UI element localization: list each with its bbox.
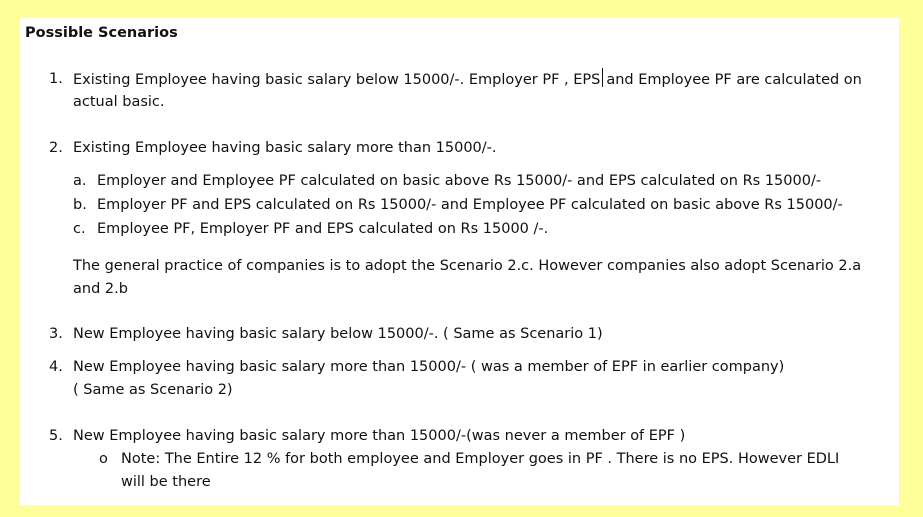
list-number: 5. (49, 428, 63, 444)
list-item-text: New Employee having basic salary below 15000/-. ( Same as Scenario 1) (73, 326, 603, 342)
bullet-marker: o (99, 451, 108, 467)
note-text: The general practice of companies is to adopt the Scenario 2.c. However companies also adopt Scenario 2.a (73, 258, 862, 274)
list-item-text: New Employee having basic salary more than 15000/- ( was a member of EPF in earlier company) (73, 359, 785, 375)
sublist-letter: b. (73, 197, 87, 213)
sublist-item-text: Employer and Employee PF calculated on basic above Rs 15000/- and EPS calculated on Rs 15000/- (97, 173, 822, 189)
list-item-text: Existing Employee having basic salary more than 15000/-. (73, 140, 497, 156)
list-item-text: New Employee having basic salary more than 15000/-(was never a member of EPF ) (73, 428, 686, 444)
note-text: and 2.b (73, 281, 128, 297)
bullet-item-text: Note: The Entire 12 % for both employee and Employer goes in PF . There is no EPS. However EDLI (121, 451, 840, 467)
bullet-item-text: will be there (121, 474, 211, 490)
list-number: 4. (49, 359, 63, 375)
text-segment: Existing Employee having basic salary below 15000/-. Employer PF , EPS (73, 72, 601, 88)
text-cursor (602, 68, 603, 87)
section-heading: Possible Scenarios (25, 25, 178, 41)
sublist-item-text: Employer PF and EPS calculated on Rs 15000/- and Employee PF calculated on basic above Rs 15000/- (97, 197, 843, 213)
sublist-letter: a. (73, 173, 87, 189)
list-item-text (73, 68, 862, 92)
document-page (20, 18, 899, 505)
list-number: 3. (49, 326, 63, 342)
sublist-letter: c. (73, 221, 86, 237)
list-item-text: actual basic. (73, 94, 165, 110)
list-number: 2. (49, 140, 63, 156)
text-segment: and Employee PF are calculated on (606, 72, 862, 88)
sublist-item-text: Employee PF, Employer PF and EPS calculated on Rs 15000 /-. (97, 221, 549, 237)
list-item-text: ( Same as Scenario 2) (73, 382, 233, 398)
list-number: 1. (49, 71, 63, 87)
